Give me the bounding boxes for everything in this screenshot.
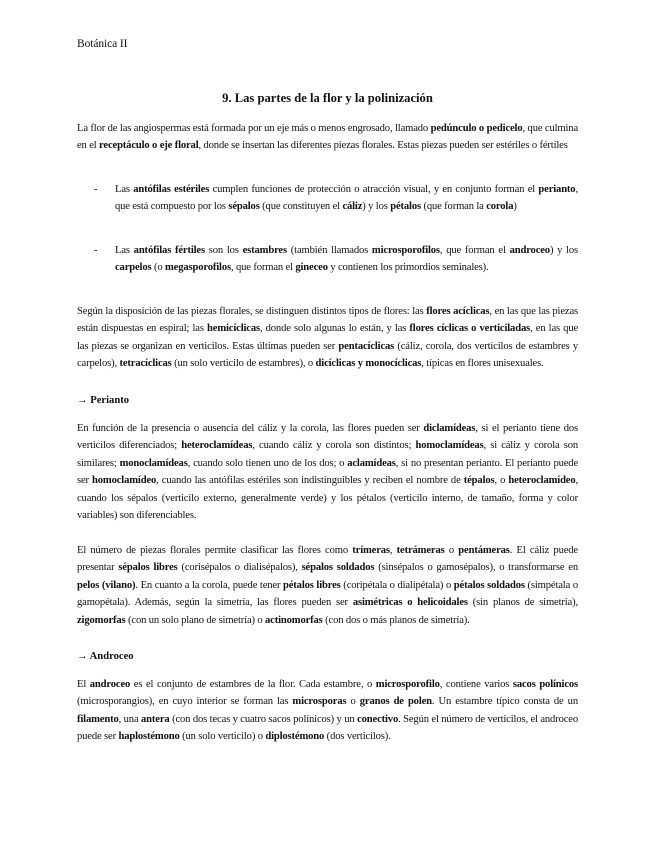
intro-paragraph: La flor de las angiospermas está formada por un eje más o menos engrosado, llamado pedúnculo o pedicelo, que culmina en el receptáculo o eje floral, donde se insertan las diferentes piezas florales. Estas piezas pueden ser estériles o fértiles — [77, 123, 579, 152]
androceo-paragraph: El androceo es el conjunto de estambres de la flor. Cada estambre, o microsporofilo, contiene varios sacos polínicos (microsporangios), en cuyo interior se forman las microsporas o granos de polen. Un estambre típico consta de un filamento, una antera (con dos tecas y cuatro sacos polínicos) y un conectivo. Según el número de verticilos, el androceo puede ser haplostémono (un solo verticilo) o diplostémono (dos verticilos). — [77, 679, 579, 743]
bold-term: perianto — [538, 184, 576, 195]
perianto-paragraph-1: En función de la presencia o ausencia del cáliz y la corola, las flores pueden ser diclamídeas, si el perianto tiene dos verticilos diferenciados; heteroclamídeas, cuando cáliz y corola son distintos; homoclamídeas, si cáliz y corola son similares; monoclamídeas, cuando solo tienen uno de los dos; o aclamídeas, si no presentan perianto. El perianto puede ser homoclamídeo, cuando las antófilas estériles son indistinguibles y reciben el nombre de tépalos, o heteroclamídeo, cuando los sépalos (verticilo externo, generalmente verde) y los pétalos (verticilo interno, de tamaño, forma y color variables) son diferenciables. — [77, 423, 579, 522]
bold-term: flores acíclicas — [426, 306, 490, 317]
subsection-heading-perianto: → Perianto — [77, 395, 130, 406]
bold-term: androceo — [509, 245, 550, 256]
bold-term: pedúnculo o pedicelo — [430, 123, 523, 134]
bold-term: pétalos — [390, 201, 421, 213]
bold-term: flores cíclicas o verticiladas — [409, 323, 531, 335]
bold-term: pentacíclicas — [338, 340, 395, 352]
bold-term: conectivo — [357, 713, 399, 725]
page-header: Botánica II — [77, 38, 128, 50]
bold-term: corola — [486, 201, 514, 213]
bold-term: antera — [141, 713, 170, 725]
bold-term: gineceo — [295, 262, 328, 274]
disposition-paragraph: Según la disposición de las piezas florales, se distinguen distintos tipos de flores: las flores acíclicas, en las que las piezas están dispuestas en espiral; las hemicíclicas, donde solo algunas lo están, y las flores cíclicas o verticiladas, en las que las piezas se organizan en verticilos. Estas últimas pueden ser pentacíclicas (cáliz, corola, dos verticilos de estambres y carpelos), tetracíclicas (un solo verticilo de estambres), o dicíclicas y monocíclicas, típicas en flores unisexuales. — [77, 306, 579, 370]
bold-term: cáliz — [342, 201, 363, 213]
bold-term: homoclamídeas — [415, 440, 484, 452]
bold-term: sépalos soldados — [301, 562, 375, 574]
bold-term: microsporofilo — [375, 679, 440, 690]
bold-term: sépalos — [228, 201, 260, 213]
bold-term: sépalos libres — [118, 562, 178, 574]
bold-term: megasporofilos — [165, 262, 231, 274]
bold-term: antófilas estériles — [133, 184, 210, 195]
subsection-heading-androceo: → Androceo — [77, 651, 134, 662]
bold-term: microsporofilos — [371, 245, 440, 256]
bold-term: microsporas — [292, 696, 347, 708]
bold-term: pentámeras — [458, 545, 510, 556]
perianto-paragraph-2: El número de piezas florales permite clasificar las flores como trímeras, tetrámeras o pentámeras. El cáliz puede presentar sépalos libres (corisépalos o dialisépalos), sépalos soldados (sinsépalos o gamosépalos), o transformarse en pelos (vilano). En cuanto a la corola, puede tener pétalos libres (coripétala o dialipétala) o pétalos soldados (simpétala o gamopétala). Además, según la simetría, las flores pueden ser asimétricas o helicoidales (sin planos de simetría), zigomorfas (con un solo plano de simetría) o actinomorfas (con dos o más planos de simetría). — [77, 545, 578, 626]
bold-term: trímeras — [352, 545, 390, 556]
bullet-text: Las antófilas estériles cumplen funciones de protección o atracción visual, y en conjunto forman el perianto, que está compuesto por los sépalos (que constituyen el cáliz) y los pétalos (que forman la corola) — [115, 184, 578, 213]
bold-term: asimétricas o helicoidales — [352, 597, 468, 609]
bold-term: estambres — [242, 245, 287, 256]
bold-term: androceo — [89, 679, 131, 690]
bold-term: tetrámeras — [396, 545, 445, 556]
bold-term: monoclamídeas — [119, 457, 188, 469]
bold-term: granos de polen — [359, 696, 432, 708]
bold-term: antófilas fértiles — [133, 245, 205, 256]
bold-term: heteroclamídeas — [181, 440, 253, 452]
bullet-dash: - — [94, 184, 98, 195]
section-title: 9. Las partes de la flor y la polinización — [222, 91, 433, 105]
bold-term: receptáculo o eje floral — [99, 140, 199, 152]
bold-term: homoclamídeo — [92, 475, 157, 487]
bold-term: carpelos — [115, 262, 152, 274]
bullet-dash: - — [94, 245, 98, 256]
bold-term: tetracíclicas — [119, 358, 172, 370]
bold-term: diclamídeas — [423, 423, 476, 434]
bold-term: filamento — [77, 713, 119, 725]
bold-term: pétalos libres — [283, 579, 341, 591]
bold-term: sacos polínicos — [512, 679, 579, 690]
bold-term: tépalos — [463, 475, 495, 487]
bold-term: actinomorfas — [265, 614, 323, 626]
bold-term: dicíclicas y monocíclicas — [315, 358, 422, 370]
bold-term: aclamídeas — [347, 457, 396, 469]
bold-term: pétalos soldados — [453, 579, 525, 591]
bullet-text: Las antófilas fértiles son los estambres (también llamados microsporofilos, que forman el androceo) y los carpelos (o megasporofilos, que forman el gineceo y contienen los primordios seminales). — [115, 245, 579, 274]
bold-term: haplostémono — [118, 731, 180, 743]
bold-term: zigomorfas — [77, 614, 126, 626]
bold-term: heteroclamídeo — [508, 475, 576, 487]
bold-term: diplostémono — [265, 731, 325, 743]
bold-term: hemicíclicas — [207, 323, 260, 335]
bold-term: pelos (vilano) — [77, 579, 136, 591]
